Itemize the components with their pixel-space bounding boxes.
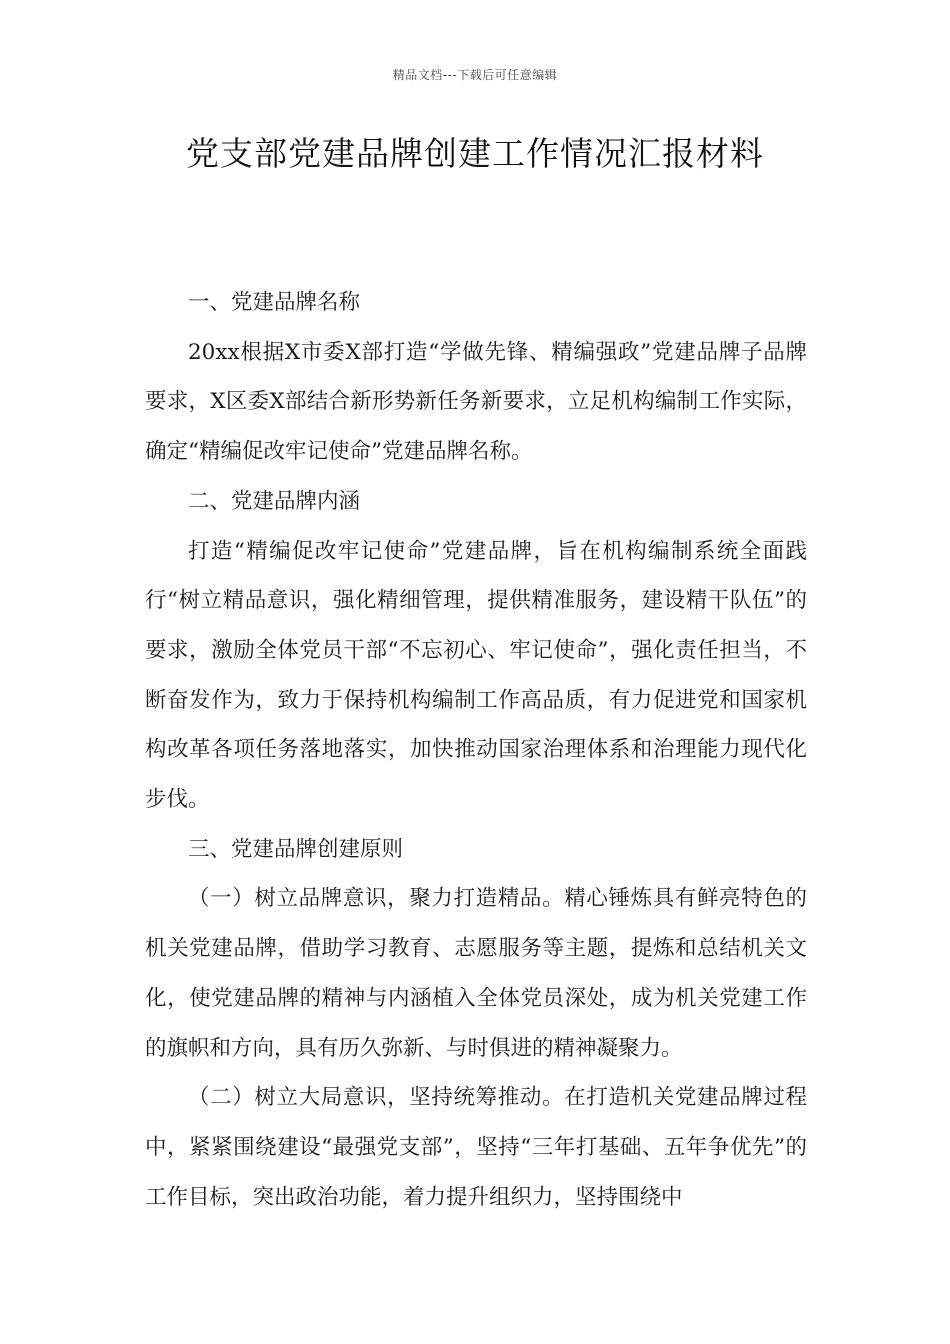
paragraph: 打造“精编促改牢记使命”党建品牌，旨在机构编制系统全面践行“树立精品意识，强化精细管理，提供精准服务，建设精干队伍”的要求，激励全体党员干部“不忘初心、牢记使命”，强化责任担当，不断奋发作为，致力于保持机构编制工作高品质，有力促进党和国家机构改革各项任务落地落实，加快推动国家治理体系和治理能力现代化步伐。	[145, 538, 807, 813]
header-note: 精品文档---下载后可任意编辑	[392, 68, 558, 82]
paragraph: （一）树立品牌意识，聚力打造精品。精心锤炼具有鲜亮特色的机关党建品牌，借助学习教育、志愿服务等主题，提炼和总结机关文化，使党建品牌的精神与内涵植入全体党员深处，成为机关党建工作的旗帜和方向，具有历久弥新、与时俱进的精神凝聚力。	[145, 886, 807, 1061]
document-body	[145, 278, 807, 1222]
document-title: 党支部党建品牌创建工作情况汇报材料	[186, 134, 764, 173]
section-heading: 一、党建品牌名称	[188, 290, 361, 315]
section-heading: 二、党建品牌内涵	[188, 488, 361, 514]
paragraph: （二）树立大局意识，坚持统筹推动。在打造机关党建品牌过程中，紧紧围绕建设“最强党支部”，坚持“三年打基础、五年争优先”的工作目标，突出政治功能，着力提升组织力，坚持围绕中	[145, 1085, 807, 1210]
section-heading: 三、党建品牌创建原则	[188, 836, 404, 862]
paragraph: 20xx根据X市委X部打造“学做先锋、精编强政”党建品牌子品牌要求，X区委X部结合新形势新任务新要求，立足机构编制工作实际，确定“精编促改牢记使命”党建品牌名称。	[145, 339, 807, 465]
